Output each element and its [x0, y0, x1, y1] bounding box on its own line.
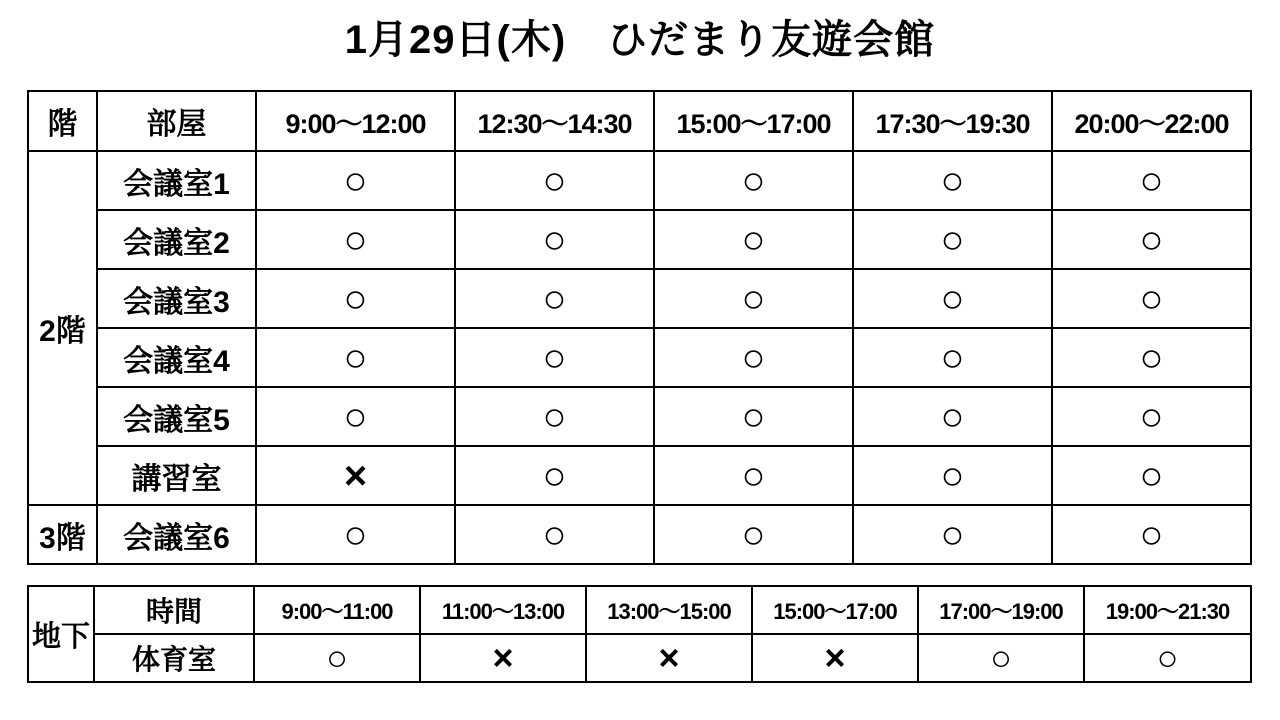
table-row — [28, 505, 1251, 564]
room-name: 会議室5 — [97, 387, 256, 446]
table-row — [28, 387, 1251, 446]
availability-cell: ○ — [455, 328, 654, 387]
room-name: 体育室 — [94, 634, 254, 682]
table-row — [28, 210, 1251, 269]
availability-cell: ○ — [455, 387, 654, 446]
table-row — [28, 634, 1251, 682]
time-slot-header: 13:00〜15:00 — [586, 586, 752, 634]
availability-cell: ○ — [654, 328, 853, 387]
time-slot-header: 9:00〜11:00 — [254, 586, 420, 634]
table-row — [28, 269, 1251, 328]
availability-cell: ○ — [654, 151, 853, 210]
availability-cell: × — [752, 634, 918, 682]
availability-cell: ○ — [853, 269, 1052, 328]
main-schedule-table — [27, 90, 1252, 565]
availability-cell: ○ — [918, 634, 1084, 682]
availability-cell: ○ — [1052, 210, 1251, 269]
availability-cell: ○ — [1052, 505, 1251, 564]
availability-cell: ○ — [1052, 446, 1251, 505]
room-name: 会議室3 — [97, 269, 256, 328]
availability-cell: ○ — [254, 634, 420, 682]
time-slot-header: 11:00〜13:00 — [420, 586, 586, 634]
floor-column-header: 階 — [28, 91, 97, 151]
availability-cell: ○ — [853, 446, 1052, 505]
availability-cell: ○ — [455, 446, 654, 505]
time-slot-header: 15:00〜17:00 — [654, 91, 853, 151]
time-slot-header: 9:00〜12:00 — [256, 91, 455, 151]
availability-cell: ○ — [654, 446, 853, 505]
availability-cell: ○ — [853, 328, 1052, 387]
availability-cell: ○ — [654, 210, 853, 269]
room-name: 会議室2 — [97, 210, 256, 269]
availability-cell: ○ — [654, 505, 853, 564]
time-row-header: 時間 — [94, 586, 254, 634]
availability-cell: ○ — [1052, 328, 1251, 387]
availability-cell: ○ — [256, 387, 455, 446]
availability-cell: ○ — [853, 210, 1052, 269]
time-slot-header: 17:30〜19:30 — [853, 91, 1052, 151]
availability-cell: ○ — [853, 151, 1052, 210]
room-name: 会議室6 — [97, 505, 256, 564]
main-table-header-row — [28, 91, 1251, 151]
room-name: 会議室1 — [97, 151, 256, 210]
time-slot-header: 17:00〜19:00 — [918, 586, 1084, 634]
availability-cell: ○ — [654, 387, 853, 446]
table-row — [28, 328, 1251, 387]
availability-cell: × — [586, 634, 752, 682]
time-slot-header: 15:00〜17:00 — [752, 586, 918, 634]
room-name: 会議室4 — [97, 328, 256, 387]
availability-cell: ○ — [455, 269, 654, 328]
time-slot-header: 20:00〜22:00 — [1052, 91, 1251, 151]
availability-cell: ○ — [256, 151, 455, 210]
availability-cell: ○ — [853, 387, 1052, 446]
page-title: 1月29日(木) ひだまり友遊会館 — [344, 18, 936, 62]
time-slot-header: 12:30〜14:30 — [455, 91, 654, 151]
availability-cell: × — [256, 446, 455, 505]
basement-header-row — [28, 586, 1251, 634]
availability-cell: ○ — [853, 505, 1052, 564]
availability-cell: ○ — [1052, 387, 1251, 446]
availability-cell: ○ — [455, 210, 654, 269]
room-name: 講習室 — [97, 446, 256, 505]
floor-label-3f: 3階 — [28, 505, 97, 564]
table-row — [28, 446, 1251, 505]
availability-cell: ○ — [256, 210, 455, 269]
time-slot-header: 19:00〜21:30 — [1084, 586, 1251, 634]
availability-cell: ○ — [1052, 269, 1251, 328]
availability-cell: ○ — [654, 269, 853, 328]
availability-cell: ○ — [1052, 151, 1251, 210]
availability-cell: ○ — [455, 505, 654, 564]
availability-cell: × — [420, 634, 586, 682]
table-row — [28, 151, 1251, 210]
availability-cell: ○ — [256, 505, 455, 564]
room-column-header: 部屋 — [97, 91, 256, 151]
floor-label-basement: 地下 — [28, 586, 94, 682]
availability-cell: ○ — [455, 151, 654, 210]
basement-schedule-table — [27, 585, 1252, 683]
availability-cell: ○ — [256, 328, 455, 387]
floor-label-2f: 2階 — [28, 151, 97, 505]
availability-cell: ○ — [256, 269, 455, 328]
availability-cell: ○ — [1084, 634, 1251, 682]
